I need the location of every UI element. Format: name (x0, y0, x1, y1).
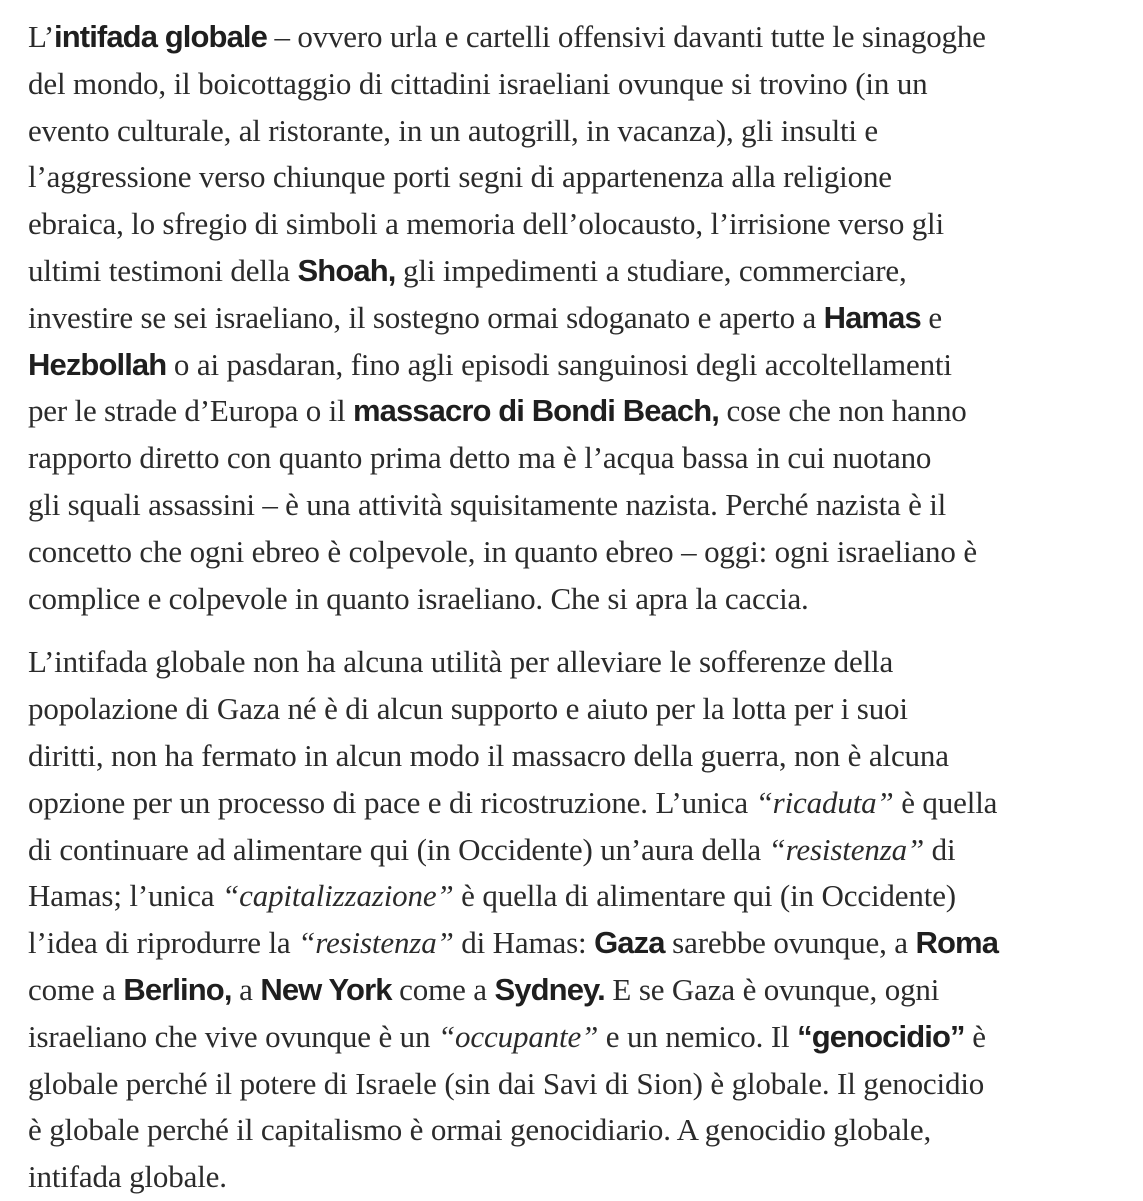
text-run: di continuare ad alimentare qui (in Occidente) un’aura della (28, 831, 769, 867)
text-line (28, 61, 1123, 108)
text-line (28, 967, 1123, 1014)
bold-text: massacro di Bondi Beach, (352, 393, 719, 429)
italic-text: “capitalizzazione” (222, 878, 454, 914)
text-line (28, 248, 1123, 295)
text-run: L’intifada globale non ha alcuna utilità per alleviare le sofferenze della (28, 644, 894, 680)
text-run: del mondo, il boicottaggio di cittadini israeliani ovunque si trovino (in un (28, 65, 928, 101)
text-run: L’ (28, 19, 55, 54)
text-run: E se Gaza è ovunque, ogni (604, 971, 940, 1007)
text-run: e (920, 299, 942, 335)
text-run: ebraica, lo sfregio di simboli a memoria dell’olocausto, l’irrisione verso gli (28, 206, 944, 242)
text-line (28, 780, 1123, 827)
bold-text: Roma (915, 925, 999, 961)
text-line (28, 14, 1123, 61)
text-run: rapporto diretto con quanto prima detto ma è l’acqua bassa in cui nuotano (28, 440, 932, 476)
bold-text: Berlino, (123, 971, 232, 1007)
text-line (28, 686, 1123, 733)
text-run: è globale perché il capitalismo è ormai genocidiario. A genocidio globale, (28, 1112, 932, 1148)
text-run: complice e colpevole in quanto israeliano. Che si apra la caccia. (28, 580, 809, 616)
text-run: popolazione di Gaza né è di alcun supporto e aiuto per la lotta per i suoi (28, 691, 908, 727)
bold-text: intifada globale (54, 19, 267, 54)
text-line (28, 576, 1123, 623)
text-run: di Hamas: (453, 925, 595, 961)
italic-text: “ricaduta” (755, 784, 894, 820)
text-line (28, 1014, 1123, 1061)
text-line (28, 1061, 1123, 1108)
text-run: investire se sei israeliano, il sostegno ormai sdoganato e aperto a (28, 299, 824, 335)
bold-text: Gaza (594, 925, 665, 961)
text-run: gli impedimenti a studiare, commerciare, (395, 252, 907, 288)
text-line (28, 482, 1123, 529)
italic-text: “occupante” (437, 1018, 599, 1054)
text-run: evento culturale, al ristorante, in un autogrill, in vacanza), gli insulti e (28, 112, 878, 148)
bold-text: Shoah, (297, 252, 396, 288)
text-run: è quella (893, 784, 998, 820)
text-run: di (924, 831, 956, 867)
text-line (28, 920, 1123, 967)
text-line (28, 529, 1123, 576)
text-run: opzione per un processo di pace e di ricostruzione. L’unica (28, 784, 756, 820)
italic-text: “resistenza” (298, 925, 454, 961)
text-run: gli squali assassini – è una attività squisitamente nazista. Perché nazista è il (28, 486, 947, 522)
text-line (28, 108, 1123, 155)
text-run: globale perché il potere di Israele (sin dai Savi di Sion) è globale. Il genocidio (28, 1065, 985, 1101)
text-line (28, 388, 1123, 435)
text-line (28, 873, 1123, 920)
text-run: diritti, non ha fermato in alcun modo il massacro della guerra, non è alcuna (28, 737, 949, 773)
italic-text: “resistenza” (768, 831, 925, 867)
text-line (28, 435, 1123, 482)
text-run: come a (28, 971, 124, 1007)
paragraph-1 (28, 14, 1123, 622)
text-run: Hamas; l’unica (28, 878, 223, 914)
text-run: e un nemico. Il (598, 1018, 798, 1054)
text-line (28, 342, 1123, 389)
text-run: l’idea di riprodurre la (28, 925, 299, 961)
bold-text: Hezbollah (28, 346, 167, 382)
text-run: l’aggressione verso chiunque porti segni di appartenenza alla religione (28, 159, 892, 195)
text-line (28, 733, 1123, 780)
text-run: israeliano che vive ovunque è un (28, 1018, 438, 1054)
text-run: è quella di alimentare qui (in Occidente) (453, 878, 956, 914)
text-line (28, 1107, 1123, 1154)
text-run: cose che non hanno (718, 393, 967, 429)
text-run: come a (391, 971, 495, 1007)
text-line (28, 639, 1123, 686)
bold-text: New York (260, 971, 392, 1007)
text-line (28, 154, 1123, 201)
text-run: sarebbe ovunque, a (664, 925, 916, 961)
text-run: – ovvero urla e cartelli offensivi davanti tutte le sinagoghe (266, 19, 986, 54)
paragraph-2 (28, 639, 1123, 1201)
text-line (28, 201, 1123, 248)
text-run: per le strade d’Europa o il (28, 393, 353, 429)
text-line (28, 295, 1123, 342)
text-run: è (964, 1018, 986, 1054)
text-line (28, 827, 1123, 874)
text-run: o ai pasdaran, fino agli episodi sanguinosi degli accoltellamenti (166, 346, 952, 382)
text-run: intifada globale. (28, 1159, 227, 1195)
bold-text: Sydney. (494, 971, 605, 1007)
text-run: a (231, 971, 261, 1007)
article-body (28, 14, 1123, 1201)
text-run: concetto che ogni ebreo è colpevole, in quanto ebreo – oggi: ogni israeliano è (28, 533, 977, 569)
bold-text: Hamas (823, 299, 921, 335)
bold-text: “genocidio” (797, 1018, 965, 1054)
text-line (28, 1154, 1123, 1201)
text-run: ultimi testimoni della (28, 252, 298, 288)
